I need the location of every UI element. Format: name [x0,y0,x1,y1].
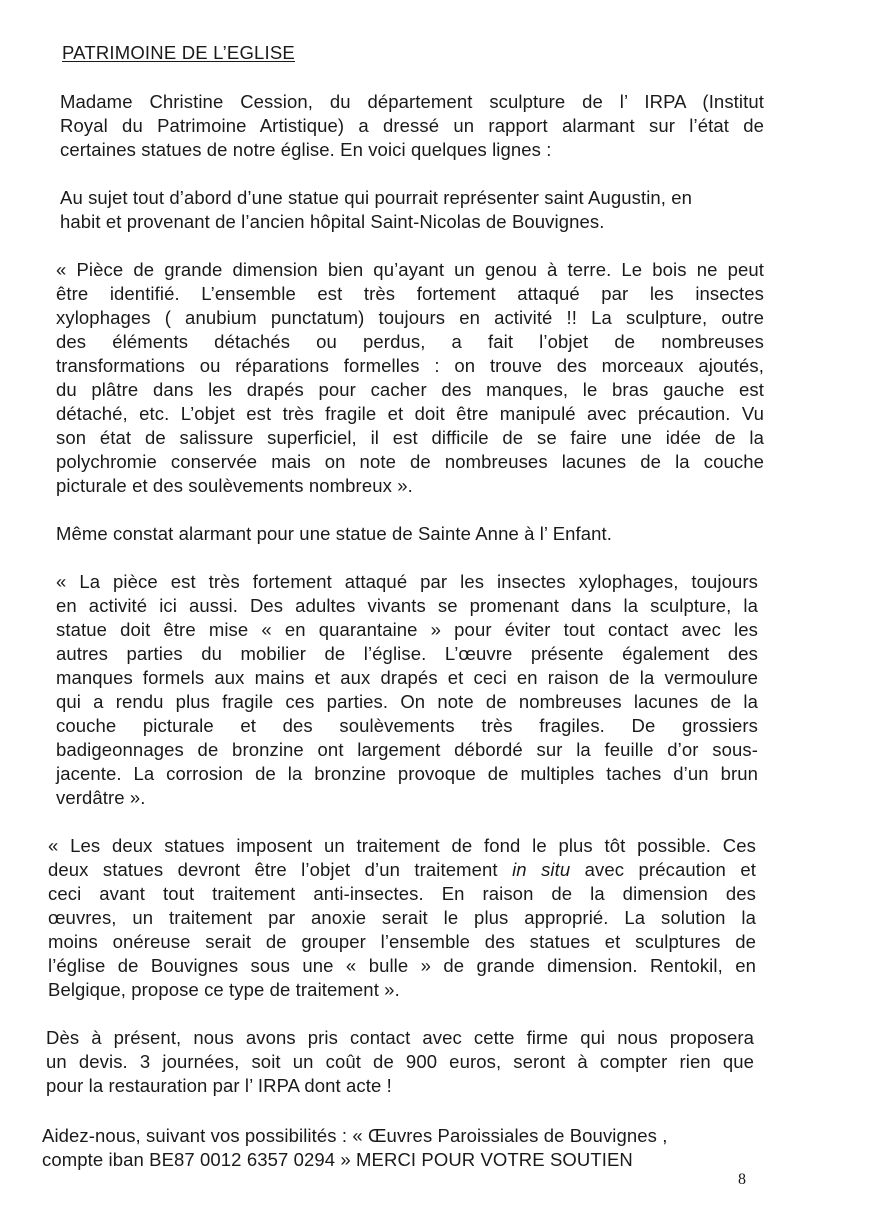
text-line: être identifié. L’ensemble est très fortement attaqué par les insectes [56,283,764,304]
text-line: « Les deux statues imposent un traitement de fond le plus tôt possible. Ces [48,835,756,856]
text-line [48,858,756,882]
text-line: Même constat alarmant pour une statue de Sainte Anne à l’ Enfant. [56,523,613,544]
text-line: verdâtre ». [56,787,146,808]
text-line: xylophages ( anubium punctatum) toujours en activité !! La sculpture, outre [56,307,764,328]
text-line: Madame Christine Cession, du département sculpture de l’ IRPA (Institut [60,91,764,112]
text-line: couche picturale et des soulèvements très fragiles. De grossiers [56,715,758,736]
intro-paragraph [60,90,764,162]
text-line: certaines statues de notre église. En voici quelques lignes : [60,139,552,160]
in-situ-emphasis: in situ [512,859,571,880]
treatment-quote-paragraph [48,834,756,1002]
text-line: moins onéreuse serait de grouper l’ensemble des statues et sculptures de [48,931,756,952]
text-line: l’église de Bouvignes sous une « bulle » de grande dimension. Rentokil, en [48,955,756,976]
text-line: habit et provenant de l’ancien hôpital Saint-Nicolas de Bouvignes. [60,211,605,232]
text-line: badigeonnages de bronzine ont largement débordé sur la feuille d’or sous- [56,739,758,760]
sainte-anne-intro-paragraph [56,522,764,546]
page-title: PATRIMOINE DE L’EGLISE [62,42,295,63]
text-line: détaché, etc. L’objet est très fragile et doit être manipulé avec précaution. Vu [56,403,764,424]
text-line: polychromie conservée mais on note de nombreuses lacunes de la couche [56,451,764,472]
text-line: picturale et des soulèvements nombreux ». [56,475,413,496]
text-line: Au sujet tout d’abord d’une statue qui pourrait représenter saint Augustin, en [60,187,693,208]
text-line: Belgique, propose ce type de traitement ». [48,979,400,1000]
text-line: transformations ou réparations formelles : on trouve des morceaux ajoutés, [56,355,764,376]
text-line: autres parties du mobilier de l’église. L’œuvre présente également des [56,643,758,664]
page-number: 8 [738,1171,746,1188]
text-line: qui a rendu plus fragile ces parties. On note de nombreuses lacunes de la [56,691,758,712]
text-line: du plâtre dans les drapés pour cacher des manques, le bras gauche est [56,379,764,400]
text-line: « Pièce de grande dimension bien qu’ayant un genou à terre. Le bois ne peut [56,259,764,280]
text-line: Aidez-nous, suivant vos possibilités : « Œuvres Paroissiales de Bouvignes , [42,1125,668,1146]
text-line: « La pièce est très fortement attaqué par les insectes xylophages, toujours [56,571,758,592]
text-segment: deux statues devront être l’objet d’un traitement [48,859,513,880]
text-line: œuvres, un traitement par anoxie serait le plus approprié. La solution la [48,907,756,928]
sainte-anne-quote-paragraph [56,570,758,810]
contact-paragraph [46,1026,754,1098]
augustin-quote-paragraph [56,258,764,498]
text-line: Dès à présent, nous avons pris contact avec cette firme qui nous proposera [46,1027,754,1048]
text-line: pour la restauration par l’ IRPA dont acte ! [46,1075,392,1096]
text-line: un devis. 3 journées, soit un coût de 900 euros, seront à compter rien que [46,1051,754,1072]
text-line: compte iban BE87 0012 6357 0294 » MERCI POUR VOTRE SOUTIEN [42,1149,633,1170]
text-segment: avec précaution et [570,859,756,880]
text-line: Royal du Patrimoine Artistique) a dressé un rapport alarmant sur l’état de [60,115,764,136]
donation-paragraph [42,1124,762,1172]
text-line: statue doit être mise « en quarantaine » pour éviter tout contact avec les [56,619,758,640]
text-line: en activité ici aussi. Des adultes vivants se promenant dans la sculpture, la [56,595,758,616]
text-line: son état de salissure superficiel, il est difficile de se faire une idée de la [56,427,764,448]
text-line: jacente. La corrosion de la bronzine provoque de multiples taches d’un brun [56,763,758,784]
augustin-intro-paragraph [60,186,764,234]
text-line: manques formels aux mains et aux drapés et ceci en raison de la vermoulure [56,667,758,688]
text-line: des éléments détachés ou perdus, a fait l’objet de nombreuses [56,331,764,352]
text-line: ceci avant tout traitement anti-insectes. En raison de la dimension des [48,883,756,904]
